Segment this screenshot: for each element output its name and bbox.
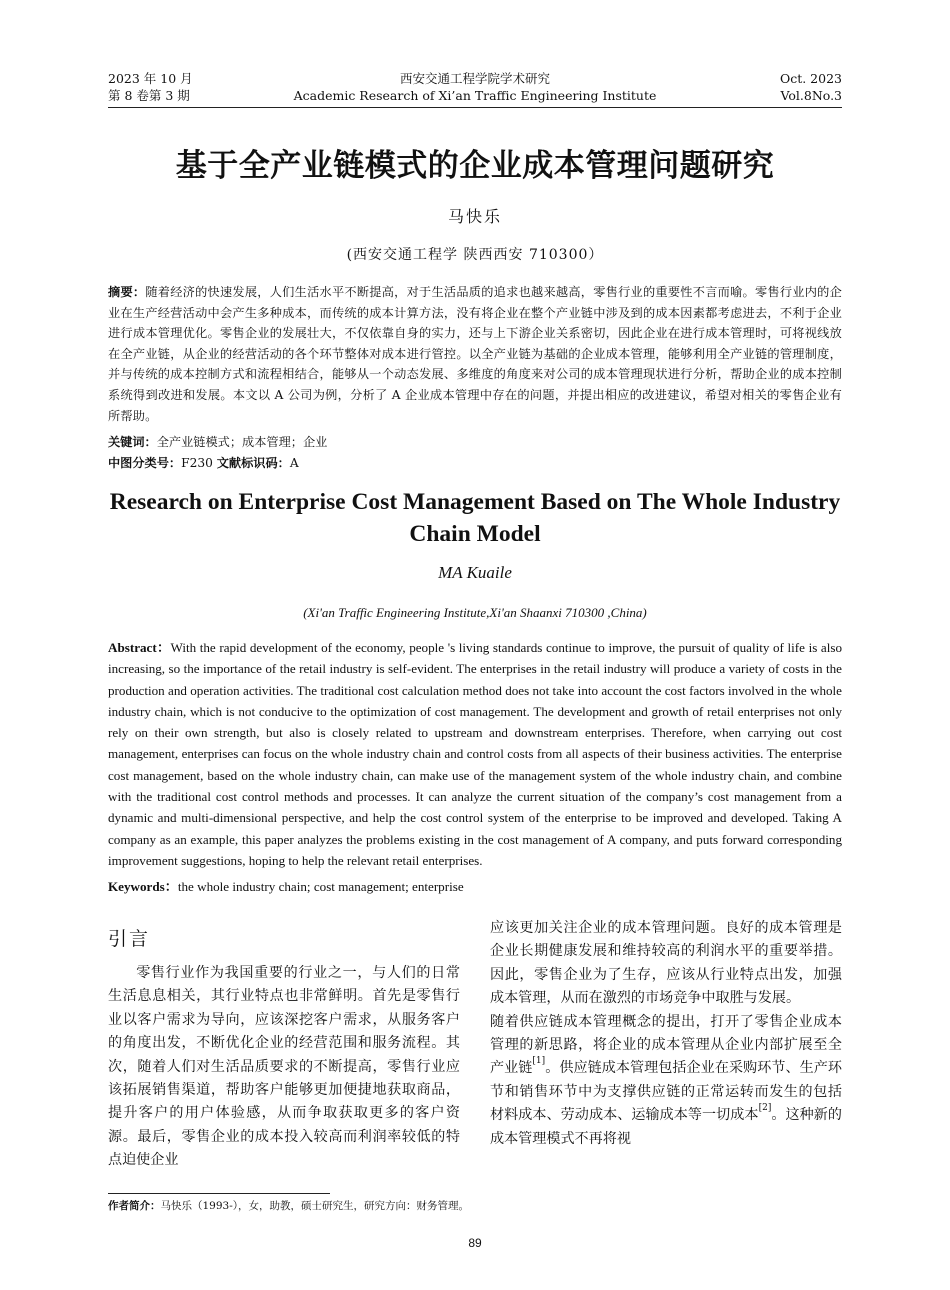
para-text: 随着供应链成本管理概念的提出，打开了零售企业成本管理的新思路，将企业的成本管理从企业内部扩展至全产业链	[490, 1013, 842, 1077]
abstract-cn	[108, 282, 842, 426]
citation-ref-2[interactable]: [2]	[758, 1103, 772, 1114]
header-divider	[108, 107, 842, 108]
paper-title-en: Research on Enterprise Cost Management Based on The Whole Industry Chain Model	[109, 489, 841, 547]
author-footnote	[108, 1198, 469, 1213]
header-volume: 第 8 卷第 3 期	[108, 88, 190, 103]
affiliation-en: (Xi'an Traffic Engineering Institute,Xi'an Shaanxi 710300 ,China)	[303, 605, 647, 620]
affiliation-cn: (西安交通工程学 陕西西安 710300）	[346, 247, 604, 263]
journal-date-volume-en	[780, 70, 842, 104]
author-en: MA Kuaile	[438, 563, 512, 582]
header-volume-en: Vol.8No.3	[780, 88, 842, 103]
header-journal-en: Academic Research of Xi’an Traffic Engineering Institute	[293, 88, 657, 103]
keywords-en	[108, 876, 464, 895]
para-text: 。这种新的成本管理模式不再将视	[490, 1107, 843, 1147]
header-journal-cn: 西安交通工程学院学术研究	[399, 71, 550, 86]
clc-code: F230	[181, 456, 213, 470]
body-paragraph	[490, 1011, 842, 1151]
footnote-divider	[108, 1193, 330, 1194]
keywords-en-label: Keywords：	[108, 879, 178, 894]
header-date-en: Oct. 2023	[779, 71, 842, 86]
para-text: 。供应链成本管理包括企业在采购环节、生产环节和销售环节中为支撑供应链的正常运转而发生的包括材料成本、劳动成本、运输成本等一切成本	[490, 1060, 842, 1124]
section-heading-introduction: 引言	[108, 928, 151, 950]
keywords-cn-label: 关键词：	[108, 435, 157, 449]
body-right-column	[490, 917, 842, 1151]
body-left-column	[108, 962, 460, 1173]
keywords-en-text: the whole industry chain; cost management; enterprise	[177, 879, 464, 894]
page-number: 89	[468, 1236, 482, 1250]
clc-label: 中图分类号：	[108, 456, 182, 470]
body-paragraph: 零售行业作为我国重要的行业之一，与人们的日常生活息息相关，其行业特点也非常鲜明。首先是零售行业以客户需求为导向，应该深挖客户需求，从服务客户的角度出发，不断优化企业的经营范围和服务流程。其次，随着人们对生活品质要求的不断提高，零售行业应该拓展销售渠道，帮助客户能够更加便捷地获取商品，提升客户的用户体验感，从而争取获取更多的客户资源。最后，零售企业的成本投入较高而利润率较低的特点迫使企业	[108, 965, 460, 1169]
abstract-cn-text: 随着经济的快速发展，人们生活水平不断提高，对于生活品质的追求也越来越高，零售行业的重要性不言而喻。零售行业内的企业在生产经营活动中会产生多种成本，而传统的成本计算方法，没有将企业在整个产业链中涉及到的成本因素都考虑进去，不利于企业进行成本管理优化。零售企业的发展壮大，不仅依靠自身的实力，还与上下游企业关系密切，因此企业在进行成本管理时，可将视线放在全产业链，从企业的经营活动的各个环节整体对成本进行管控。以全产业链为基础的企业成本管理，能够利用全产业链的管理制度，并与传统的成本控制方式和流程相结合，能够从一个动态发展、多维度的角度来对公司的成本管理现状进行分析，帮助企业的成本控制系统得到改进和发展。本文以 A 公司为例，分析了 A 企业成本管理中存在的问题，并提出相应的改进建议，希望对相关的零售企业有所帮助。	[108, 285, 842, 423]
citation-ref-1[interactable]: [1]	[532, 1056, 546, 1067]
doc-code: A	[289, 456, 299, 470]
keywords-cn	[108, 432, 327, 452]
classification-line	[108, 453, 299, 473]
body-paragraph-continued: 应该更加关注企业的成本管理问题。良好的成本管理是企业长期健康发展和维持较高的利润水平的重要举措。因此，零售企业为了生存，应该从行业特点出发，加强成本管理，从而在激烈的市场竞争中取胜与发展。	[490, 920, 842, 1007]
footnote-label: 作者简介：	[108, 1200, 161, 1212]
header-date: 2023 年 10 月	[108, 71, 193, 86]
doc-code-label: 文献标识码：	[216, 456, 290, 470]
abstract-en-label: Abstract：	[108, 640, 171, 655]
abstract-en	[108, 637, 842, 871]
keywords-cn-text: 全产业链模式；成本管理；企业	[156, 435, 328, 449]
author-cn: 马快乐	[447, 207, 502, 226]
paper-title-cn: 基于全产业链模式的企业成本管理问题研究	[175, 148, 775, 184]
footnote-text: 马快乐（1993-），女，助教，硕士研究生，研究方向：财务管理。	[160, 1200, 470, 1212]
abstract-en-text: With the rapid development of the economy, people 's living standards continue to improve, the pursuit of quality of life is also increasing, so the importance of the retail industry is self-evident. The enterprises in the retail industry will produce a variety of costs in the production and operation activities. The traditional cost calculation method does not take into account the cost factors involved in the whole industry chain, which is not conducive to the optimization of cost management. The development and growth of retail enterprises not only rely on their own strength, but also is closely related to upstream and downstream enterprises. Therefore, when carrying out cost management, enterprises can focus on the whole industry chain and control costs from all aspects of their business activities. The enterprise cost management, based on the whole industry chain, can make use of the management system of the whole industry chain, and combine with the traditional cost control methods and processes. It can analyze the current situation of the company’s cost management from a dynamic and multi-dimensional perspective, and help the cost control system of the enterprise to be improved and developed. Taking A company as an example, this paper analyzes the problems existing in the cost management of A company, and puts forward corresponding improvement suggestions, hoping to help the relevant retail enterprises.	[108, 640, 842, 868]
abstract-cn-label: 摘要：	[108, 285, 146, 299]
